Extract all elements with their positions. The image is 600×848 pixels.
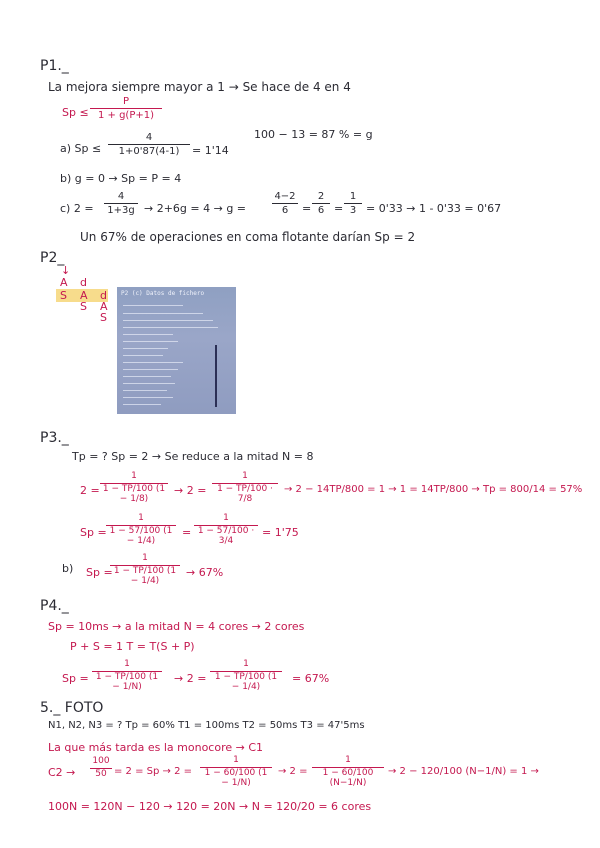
p4-eq-den: 1 − TP/100 (1 − 1/N) <box>95 671 159 692</box>
p2-row-s: S <box>60 289 67 302</box>
p3-b-fraction <box>110 554 180 587</box>
p1-formula-den: 1 + g(P+1) <box>97 110 155 121</box>
p1-c-f2-den: 6 <box>317 205 325 216</box>
p4-heading: P4._ <box>40 598 69 614</box>
p3-eq1-num2: 1 <box>242 471 248 481</box>
p3-eq1-den: 1 − TP/100 (1 − 1/8) <box>102 483 166 504</box>
p1-formula-lhs: Sp ≤ <box>62 106 89 119</box>
p4-line1: Sp = 10ms → a la mitad N = 4 cores → 2 cores <box>48 620 305 633</box>
p1-c-frac3 <box>344 191 362 216</box>
p1-c-f3-num: 1 <box>349 191 357 202</box>
p3-eq2-den2: 1 − 57/100 · 3/4 <box>197 525 255 546</box>
p1-c-frac2 <box>312 191 330 216</box>
p4-eq-fraction2 <box>210 660 282 693</box>
p1-conclusion: Un 67% de operaciones en coma flotante darían Sp = 2 <box>80 230 416 244</box>
p1-c-f1-num: 4−2 <box>274 191 296 202</box>
p2-row3-s: S <box>100 311 107 324</box>
p3-b-den: 1 − TP/100 (1 − 1/4) <box>113 565 177 586</box>
p1-a-result: = 1'14 <box>192 144 229 157</box>
photo-line <box>123 383 175 384</box>
p3-b-label: b) <box>62 562 74 575</box>
p5-eq-lhs: C2 → <box>48 766 76 779</box>
p3-eq2-lhs: Sp = <box>80 526 107 539</box>
photo-line <box>123 341 178 342</box>
p5-f1-den: 1 − 60/100 (1 − 1/N) <box>204 767 268 788</box>
p1-a-num: 4 <box>145 132 153 143</box>
fraction-bar <box>312 203 330 204</box>
p3-heading: P3._ <box>40 430 69 446</box>
p1-c-eq2: = <box>334 202 344 215</box>
p2-col-d: d <box>80 276 87 289</box>
p4-eq-den2: 1 − TP/100 (1 − 1/4) <box>214 671 278 692</box>
photo-line <box>123 369 178 370</box>
p3-eq1-num: 1 <box>131 471 137 481</box>
photo-line <box>123 390 167 391</box>
p5-f0-den: 50 <box>95 768 107 779</box>
p4-eq-fraction <box>92 660 162 693</box>
p5-f0-num: 100 <box>92 756 110 766</box>
p4-eq-mid: → 2 = <box>174 672 207 685</box>
fraction-bar <box>108 144 190 145</box>
photo-line <box>123 334 173 335</box>
p3-eq2-fraction <box>106 514 176 547</box>
p5-eq-frac2 <box>312 756 384 789</box>
p2-photo <box>117 287 236 414</box>
p2-row2-a: A <box>100 300 108 313</box>
p3-b-lhs: Sp = <box>86 566 113 579</box>
p3-b-tail: → 67% <box>186 566 224 579</box>
p1-formula-fraction <box>90 96 162 121</box>
fraction-bar <box>272 203 298 204</box>
p5-line1: N1, N2, N3 = ? Tp = 60% T1 = 100ms T2 = 50ms T3 = 47'5ms <box>48 720 365 731</box>
p1-a-fraction <box>108 132 190 157</box>
p5-f2-num: 1 <box>345 755 351 765</box>
p3-line1: Tp = ? Sp = 2 → Se reduce a la mitad N = 8 <box>72 450 314 463</box>
p4-eq-num: 1 <box>124 659 130 669</box>
p1-a-den: 1+0'87(4-1) <box>118 146 180 157</box>
p2-col-a: A <box>60 276 68 289</box>
photo-cursor-line <box>215 345 217 407</box>
p5-heading: 5._ FOTO <box>40 700 104 716</box>
fraction-bar <box>344 203 362 204</box>
p1-c-tail: = 0'33 → 1 - 0'33 = 0'67 <box>366 202 502 215</box>
p1-c-f1-den: 6 <box>281 205 289 216</box>
p1-formula-num: P <box>122 96 130 107</box>
p3-eq2-num: 1 <box>138 513 144 523</box>
p1-c-f3-den: 3 <box>349 205 357 216</box>
p2-arrow-down: ↓ <box>61 264 71 277</box>
p3-eq2-den: 1 − 57/100 (1 − 1/4) <box>109 525 173 546</box>
photo-line <box>123 376 171 377</box>
p3-b-num: 1 <box>142 553 148 563</box>
p3-eq1-den2: 1 − TP/100 · 7/8 <box>217 483 273 504</box>
p5-eq-a: = 2 = Sp → 2 = <box>114 766 193 777</box>
p4-eq-tail: = 67% <box>292 672 330 685</box>
p1-a-side: 100 − 13 = 87 % = g <box>254 128 373 141</box>
p1-heading: P1._ <box>40 58 69 74</box>
p1-c-lhs: c) 2 = <box>60 202 94 215</box>
p5-eq-b: → 2 = <box>278 766 308 777</box>
p3-eq2-fraction2 <box>194 514 258 547</box>
p5-line4: 100N = 120N − 120 → 120 = 20N → N = 120/20 = 6 cores <box>48 800 372 813</box>
photo-line <box>123 313 203 314</box>
p3-eq2-mid: = <box>182 526 192 539</box>
photo-line <box>123 320 213 321</box>
p4-eq-lhs: Sp = <box>62 672 89 685</box>
p1-c-eq1: = <box>302 202 312 215</box>
p3-eq1-tail: → 2 − 14TP/800 = 1 → 1 = 14TP/800 → Tp = 800/14 = 57% <box>284 484 583 495</box>
fraction-bar <box>90 108 162 109</box>
p3-eq2-tail: = 1'75 <box>262 526 299 539</box>
p2-row-d: d <box>100 289 107 302</box>
p3-eq1-fraction <box>100 472 168 505</box>
p4-eq-num2: 1 <box>243 659 249 669</box>
p5-f2-den: 1 − 60/100 (N−1/N) <box>322 767 374 788</box>
p1-c-steps: → 2+6g = 4 → g = <box>144 202 247 215</box>
photo-line <box>123 355 163 356</box>
p5-f1-num: 1 <box>233 755 239 765</box>
p2-heading: P2_ <box>40 250 65 266</box>
p3-eq1-fraction2 <box>212 472 278 505</box>
p1-c-frac1 <box>272 191 298 216</box>
photo-line <box>123 327 218 328</box>
p3-eq1-mid: → 2 = <box>174 484 207 497</box>
p3-eq1-lhs: 2 = <box>80 484 100 497</box>
p1-b-line: b) g = 0 → Sp = P = 4 <box>60 172 182 185</box>
p2-row2-s: S <box>80 300 87 313</box>
photo-line <box>123 305 183 306</box>
p5-eq-c: → 2 − 120/100 (N−1/N) = 1 → <box>388 766 539 777</box>
p4-line2: P + S = 1 T = T(S + P) <box>70 640 195 653</box>
p3-eq2-num2: 1 <box>223 513 229 523</box>
p1-a-label: a) Sp ≤ <box>60 142 102 155</box>
p5-line2: La que más tarda es la monocore → C1 <box>48 741 264 754</box>
p1-c-num: 4 <box>117 191 125 202</box>
p1-c-fraction <box>104 191 138 216</box>
p1-c-f2-num: 2 <box>317 191 325 202</box>
p1-c-den: 1+3g <box>107 205 135 216</box>
p5-eq-frac0 <box>90 757 112 780</box>
photo-line <box>123 362 183 363</box>
photo-line <box>123 404 161 405</box>
fraction-bar <box>104 203 138 204</box>
photo-line <box>123 397 173 398</box>
photo-line <box>123 348 168 349</box>
p1-intro: La mejora siempre mayor a 1 → Se hace de 4 en 4 <box>48 80 351 94</box>
p2-row-a: A <box>80 289 88 302</box>
p2-photo-caption: P2 (c) Datos de fichero <box>121 290 205 297</box>
p5-eq-frac1 <box>200 756 272 789</box>
